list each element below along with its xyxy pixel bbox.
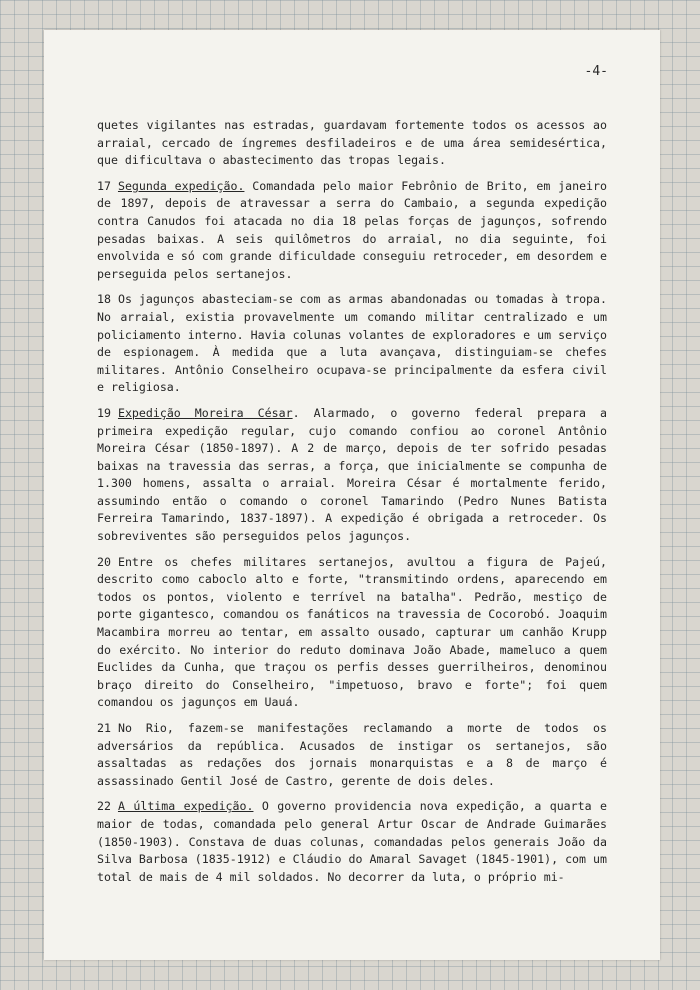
paragraph-number: 17 xyxy=(97,178,111,193)
paragraph-20 xyxy=(97,554,607,712)
paragraph-text: Os jagunços abasteciam-se com as armas abandonadas ou tomadas à tropa. No arraial, existia provavelmente um comando militar centralizado e um policiamento interno. Havia colunas volantes de exploradores e um serviço de espionagem. À medida que a luta avançava, distinguiam-se chefes militares. Antônio Conselheiro ocupava-se principalmente da esfera civil e religiosa. xyxy=(97,292,607,395)
page-number: -4- xyxy=(584,64,608,79)
paragraph-21 xyxy=(97,720,607,790)
section-heading: Expedição Moreira César xyxy=(117,405,293,420)
paragraph-text: O governo providencia nova expedição, a quarta e maior de todas, comandada pelo general Artur Oscar de Andrade Guimarães (1850-1903). Constava de duas colunas, comandadas pelos generais João da Silva Barbosa (1835-1912) e Cláudio do Amaral Savaget (1845-1901), com um total de mais de 4 mil soldados. No decorrer da luta, o próprio mi- xyxy=(97,799,607,884)
section-heading: Segunda expedição. xyxy=(117,178,245,193)
document-page xyxy=(44,30,660,960)
paragraph-17 xyxy=(97,178,607,284)
paragraph-text: No Rio, fazem-se manifestações reclamando a morte de todos os adversários da república. Acusados de instigar os sertanejos, são assaltadas as redações dos jornais monarquistas e a 8 de março é assassinado Gentil José de Castro, gerente de dois deles. xyxy=(97,721,607,788)
paragraph-number: 18 xyxy=(97,292,111,307)
paragraph-number: 22 xyxy=(97,799,111,814)
paragraph-22 xyxy=(97,798,607,886)
paragraph-19 xyxy=(97,405,607,546)
paragraph-number: 20 xyxy=(97,554,111,569)
intro-paragraph: quetes vigilantes nas estradas, guardavam fortemente todos os acessos ao arraial, cercado de íngremes desfiladeiros e de uma área semidesértica, que dificultava o abastecimento das tropas legais. xyxy=(97,118,607,168)
paragraph-text: Entre os chefes militares sertanejos, avultou a figura de Pajeú, descrito como caboclo alto e forte, "transmitindo ordens, aparecendo em todos os pontos, violento e terrível na batalha". Pedrão, mestiço de porte gigantesco, comandou os fanáticos na travessia de Cocorobó. Joaquim Macambira morreu ao tentar, em assalto ousado, capturar um canhão Krupp do exército. No interior do reduto dominava João Abade, mameluco a quem Euclides da Cunha, que traçou os perfis desses guerrilheiros, denominou braço direito do Conselheiro, "impetuoso, bravo e forte"; foi quem comandou os jagunços em Uauá. xyxy=(97,554,607,710)
paragraph-number: 19 xyxy=(97,405,111,420)
section-heading: A última expedição. xyxy=(117,799,254,814)
paragraph-text: Comandada pelo maior Febrônio de Brito, em janeiro de 1897, depois de atravessar a serra do Cambaio, a segunda expedição contra Canudos foi atacada no dia 18 pelas forças de jagunços, sofrendo pesadas baixas. A seis quilômetros do arraial, no dia seguinte, foi envolvida e só com grande dificuldade conseguiu retroceder, em desordem e perseguida pelos sertanejos. xyxy=(97,178,608,281)
body-text xyxy=(97,117,607,894)
paragraph-number: 21 xyxy=(97,721,111,735)
paragraph-18 xyxy=(97,291,607,397)
paragraph-text: . Alarmado, o governo federal prepara a primeira expedição regular, cujo comando confiou ao coronel Antônio Moreira César (1850-1897). A 2 de março, depois de ter sofrido pesadas baixas na travessia das serras, a força, que inicialmente se compunha de 1.300 homens, assalta o arraial. Moreira César é mortalmente ferido, assumindo então o comando o coronel Tamarindo (Pedro Nunes Batista Ferreira Tamarindo, 1837-1897). A expedição é obrigada a retroceder. Os sobreviventes são perseguidos pelos jagunços. xyxy=(97,405,607,544)
